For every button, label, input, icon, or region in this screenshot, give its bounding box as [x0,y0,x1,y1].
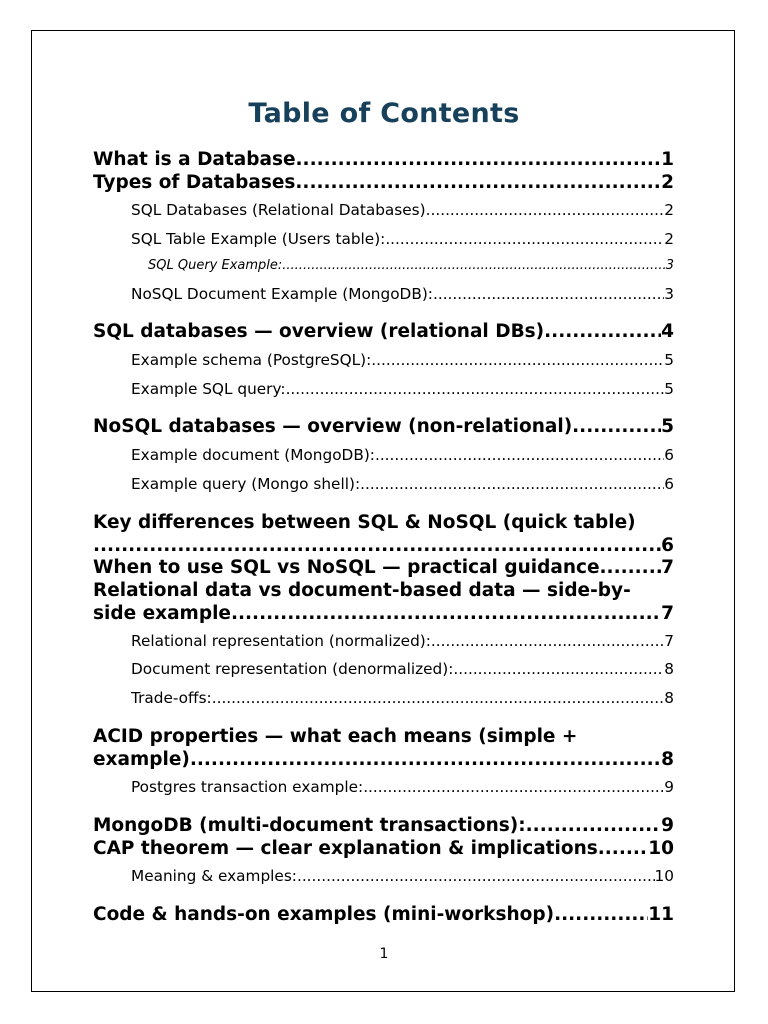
toc-entry-label: Example document (MongoDB): [131,446,375,464]
toc-entry[interactable] [93,321,674,342]
toc-entry-label: CAP theorem — clear explanation & implications [93,838,598,859]
toc-entry[interactable] [131,475,674,493]
toc-leader-dots [360,475,664,493]
toc-entry-label: MongoDB (multi-document transactions): [93,815,526,836]
toc-entry-page: 2 [664,201,674,219]
toc-entry-label: Relational representation (normalized): [131,632,431,650]
toc-entry-page: 8 [664,689,674,707]
toc-entry-page: 6 [664,475,674,493]
toc-entry-label: SQL Query Example: [148,258,283,273]
toc-leader-dots [282,258,665,273]
toc-entry-label: SQL databases — overview (relational DBs) [93,321,545,342]
toc-entry-label-line1[interactable]: Relational data vs document-based data — side-by- [93,580,631,601]
toc-leader-dots [296,149,662,170]
toc-entry-label: Example query (Mongo shell): [131,475,361,493]
toc-leader-dots [433,285,664,303]
toc-entry-label: Postgres transaction example: [131,778,364,796]
toc-entry[interactable] [148,258,674,273]
toc-entry-page: 7 [661,557,674,578]
toc-leader-dots [190,749,661,770]
toc-leader-dots [363,778,664,796]
toc-entry[interactable] [93,557,674,578]
toc-entry-page: 11 [648,904,674,925]
toc-entry-page: 6 [664,446,674,464]
toc-entry[interactable] [131,689,674,707]
toc-entry-label: What is a Database [93,149,296,170]
toc-entry[interactable] [93,535,674,556]
toc-entry-label-line1[interactable]: Key differences between SQL & NoSQL (quick table) [93,512,636,533]
toc-entry[interactable] [93,838,674,859]
toc-entry-page: 1 [661,149,674,170]
toc-entry-page: 9 [664,778,674,796]
toc-entry[interactable] [131,285,674,303]
toc-leader-dots [295,172,661,193]
toc-entry[interactable] [93,749,674,770]
toc-entry-page: 5 [661,416,674,437]
toc-entry[interactable] [93,172,674,193]
toc-entry-label: SQL Table Example (Users table): [131,230,386,248]
toc-entry[interactable] [93,149,674,170]
toc-entry[interactable] [131,380,674,398]
toc-entry[interactable] [93,416,674,437]
toc-title: Table of Contents [248,98,520,129]
page-number: 1 [379,946,389,962]
toc-entry[interactable] [131,230,674,248]
toc-entry-label: Example schema (PostgreSQL): [131,351,372,369]
toc-entry[interactable] [93,815,674,836]
toc-leader-dots [371,351,664,369]
toc-leader-dots [231,603,661,624]
toc-entry-label: Trade-offs: [131,689,212,707]
toc-entry-page: 9 [661,815,674,836]
toc-entry-page: 8 [664,660,674,678]
toc-entry-label: SQL Databases (Relational Databases) [131,201,426,219]
toc-leader-dots [431,632,664,650]
toc-leader-dots [385,230,664,248]
toc-leader-dots [526,815,661,836]
toc-entry-page: 5 [664,380,674,398]
toc-entry-page: 4 [661,321,674,342]
toc-entry-label: Document representation (denormalized): [131,660,454,678]
toc-leader-dots [426,201,665,219]
toc-entry-page: 5 [664,351,674,369]
toc-entry[interactable] [131,632,674,650]
toc-entry-page: 2 [661,172,674,193]
toc-leader-dots [554,904,648,925]
toc-leader-dots [93,535,661,556]
toc-leader-dots [212,689,665,707]
toc-entry-label: NoSQL databases — overview (non-relational) [93,416,573,437]
toc-leader-dots [600,557,662,578]
toc-entry[interactable] [131,446,674,464]
toc-entry-label: When to use SQL vs NoSQL — practical guidance [93,557,600,578]
toc-entry-page: 3 [664,285,674,303]
toc-entry-label: Types of Databases [93,172,296,193]
toc-leader-dots [544,321,661,342]
toc-entry-label: Code & hands-on examples (mini-workshop) [93,904,555,925]
toc-entry-page: 10 [648,838,674,859]
toc-leader-dots [286,380,665,398]
toc-entry[interactable] [131,201,674,219]
toc-entry-label: example) [93,749,190,770]
toc-leader-dots [598,838,649,859]
toc-leader-dots [572,416,661,437]
toc-leader-dots [375,446,664,464]
toc-entry-label: Example SQL query: [131,380,286,398]
toc-entry-label: NoSQL Document Example (MongoDB): [131,285,433,303]
toc-leader-dots [453,660,664,678]
toc-entry[interactable] [131,867,674,885]
toc-entry[interactable] [131,778,674,796]
toc-entry[interactable] [131,660,674,678]
toc-entry-page: 8 [661,749,674,770]
toc-entry-page: 2 [664,230,674,248]
toc-leader-dots [297,867,655,885]
toc-entry-page: 7 [661,603,674,624]
toc-entry-page: 10 [654,867,674,885]
toc-entry[interactable] [93,904,674,925]
toc-entry-page: 6 [661,535,674,556]
toc-entry[interactable] [131,351,674,369]
toc-entry-page: 7 [664,632,674,650]
toc-entry-label-line1[interactable]: ACID properties — what each means (simple + [93,726,578,747]
toc-entry-page: 3 [665,258,674,273]
toc-entry[interactable] [93,603,674,624]
toc-entry-label: Meaning & examples: [131,867,297,885]
toc-entry-label: side example [93,603,231,624]
